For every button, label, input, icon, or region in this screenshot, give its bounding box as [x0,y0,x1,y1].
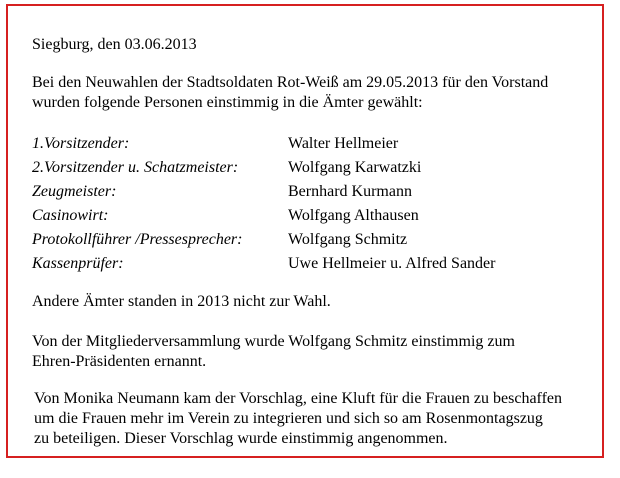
board-name-4: Wolfgang Althausen [288,207,419,224]
date-line: Siegburg, den 03.06.2013 [32,36,197,53]
board-name-2: Wolfgang Karwatzki [288,159,422,176]
honor-line-2: Ehren-Präsidenten ernannt. [32,353,207,370]
board-role-4: Casinowirt: [32,207,109,224]
board-role-3: Zeugmeister: [32,183,117,200]
board-name-6: Uwe Hellmeier u. Alfred Sander [288,255,496,272]
board-name-3: Bernhard Kurmann [288,183,412,200]
board-role-2: 2.Vorsitzender u. Schatzmeister: [32,159,239,176]
proposal-line-2: um die Frauen mehr im Verein zu integrieren und sich so am Rosenmontagszug [34,410,543,427]
honor-line-1: Von der Mitgliederversammlung wurde Wolfgang Schmitz einstimmig zum [32,333,515,350]
board-name-1: Walter Hellmeier [288,135,399,152]
board-name-5: Wolfgang Schmitz [288,231,408,248]
document-frame [6,4,604,458]
intro-line-1: Bei den Neuwahlen der Stadtsoldaten Rot-Weiß am 29.05.2013 für den Vorstand [32,74,549,91]
proposal-line-3: zu beteiligen. Dieser Vorschlag wurde einstimmig angenommen. [34,430,448,447]
proposal-line-1: Von Monika Neumann kam der Vorschlag, eine Kluft für die Frauen zu beschaffen [34,390,563,407]
board-role-6: Kassenprüfer: [32,255,124,272]
intro-line-2: wurden folgende Personen einstimmig in die Ämter gewählt: [32,94,423,111]
other-offices-line: Andere Ämter standen in 2013 nicht zur Wahl. [32,293,331,310]
board-role-5: Protokollführer /Pressesprecher: [32,231,243,248]
board-role-1: 1.Vorsitzender: [32,135,130,152]
